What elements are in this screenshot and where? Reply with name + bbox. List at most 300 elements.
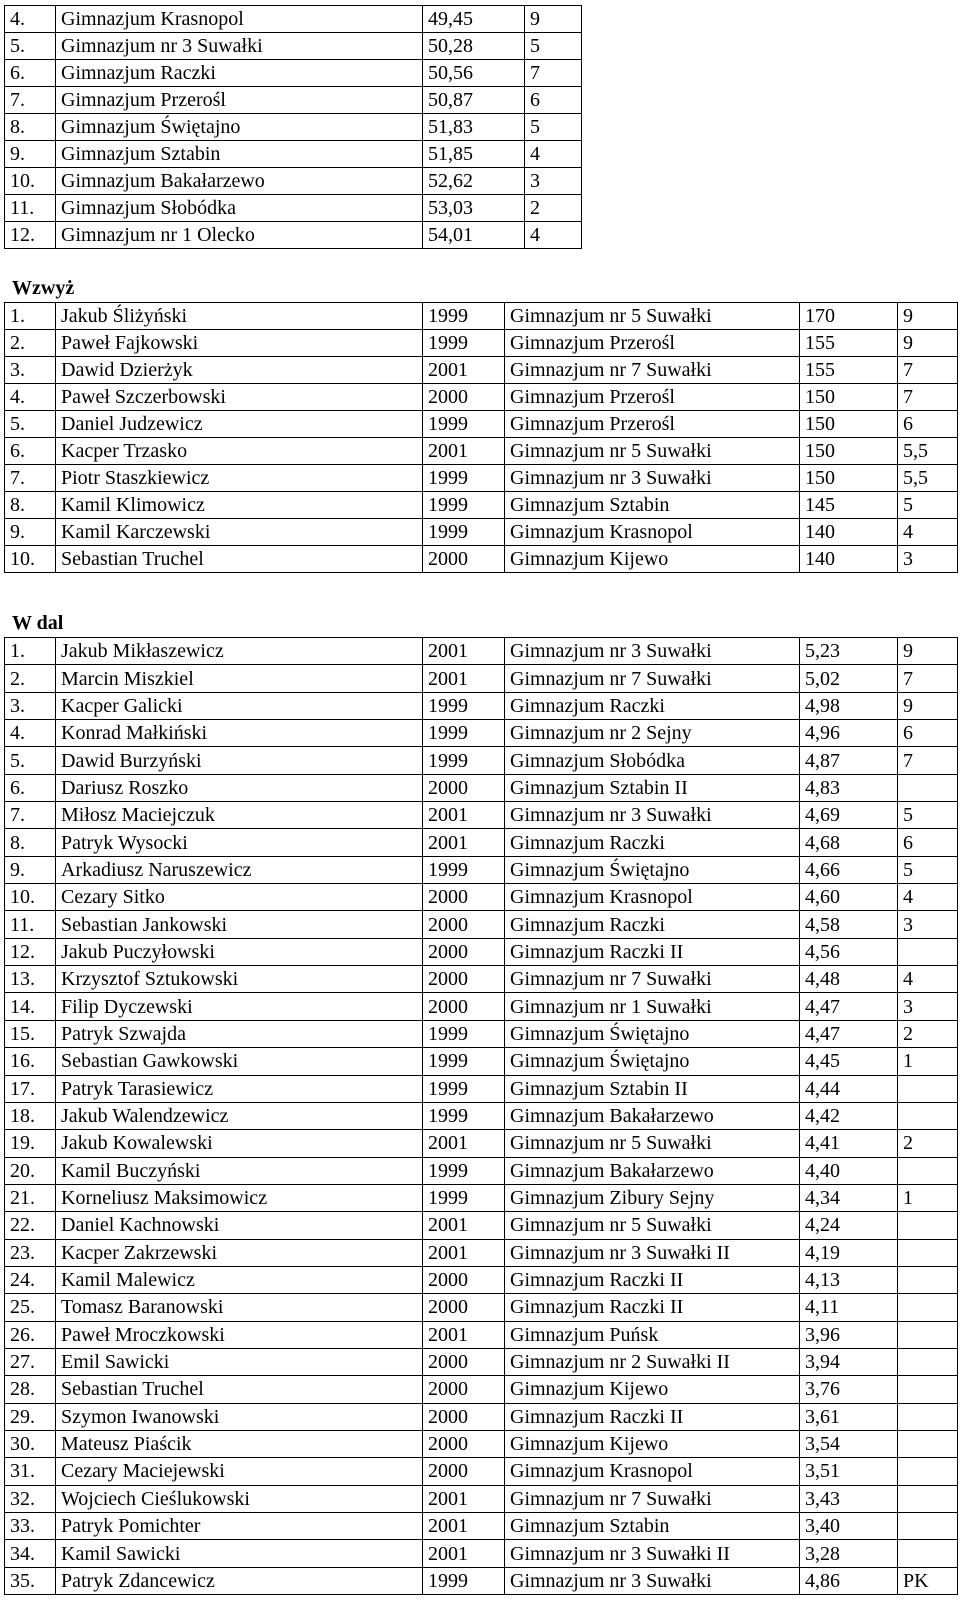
result-cell: 4,34 xyxy=(800,1184,898,1211)
birth-year-cell: 1999 xyxy=(423,519,505,546)
score-cell: 52,62 xyxy=(423,168,525,195)
school-cell: Gimnazjum nr 3 Suwałki xyxy=(505,465,800,492)
birth-year-cell: 2000 xyxy=(423,1376,505,1403)
school-cell: Gimnazjum Przerośl xyxy=(505,411,800,438)
place-cell: 4. xyxy=(5,6,56,33)
athlete-name-cell: Kamil Malewicz xyxy=(56,1266,423,1293)
result-cell: 3,61 xyxy=(800,1403,898,1430)
place-cell: 7. xyxy=(5,87,56,114)
school-cell: Gimnazjum Raczki xyxy=(505,692,800,719)
athlete-name-cell: Daniel Kachnowski xyxy=(56,1212,423,1239)
points-cell: 9 xyxy=(898,330,958,357)
result-cell: 3,96 xyxy=(800,1321,898,1348)
school-cell: Gimnazjum Raczki II xyxy=(505,938,800,965)
result-cell: 150 xyxy=(800,438,898,465)
table-row xyxy=(5,1239,958,1266)
result-cell: 4,45 xyxy=(800,1048,898,1075)
table-row xyxy=(5,1513,958,1540)
place-cell: 5. xyxy=(5,33,56,60)
table-row xyxy=(5,665,958,692)
score-cell: 50,87 xyxy=(423,87,525,114)
result-cell: 4,83 xyxy=(800,774,898,801)
athlete-name-cell: Krzysztof Sztukowski xyxy=(56,966,423,993)
place-cell: 11. xyxy=(5,911,56,938)
result-cell: 4,41 xyxy=(800,1130,898,1157)
school-cell: Gimnazjum nr 3 Suwałki II xyxy=(505,1540,800,1567)
points-cell: 7 xyxy=(898,665,958,692)
birth-year-cell: 2001 xyxy=(423,665,505,692)
result-cell: 155 xyxy=(800,330,898,357)
athlete-name-cell: Kacper Zakrzewski xyxy=(56,1239,423,1266)
place-cell: 15. xyxy=(5,1020,56,1047)
table-row xyxy=(5,1130,958,1157)
school-cell: Gimnazjum Przerośl xyxy=(505,330,800,357)
place-cell: 5. xyxy=(5,411,56,438)
school-cell: Gimnazjum Raczki xyxy=(505,911,800,938)
points-cell: 6 xyxy=(898,411,958,438)
points-cell: 6 xyxy=(898,829,958,856)
athlete-name-cell: Jakub Kowalewski xyxy=(56,1130,423,1157)
result-cell: 4,13 xyxy=(800,1266,898,1293)
place-cell: 6. xyxy=(5,774,56,801)
school-cell: Gimnazjum nr 7 Suwałki xyxy=(505,1485,800,1512)
high-jump-table xyxy=(4,302,958,573)
points-cell: 9 xyxy=(898,638,958,665)
points-cell xyxy=(898,774,958,801)
table-row xyxy=(5,1485,958,1512)
result-cell: 4,56 xyxy=(800,938,898,965)
points-cell: 5,5 xyxy=(898,465,958,492)
athlete-name-cell: Dawid Dzierżyk xyxy=(56,357,423,384)
table-row xyxy=(5,993,958,1020)
place-cell: 2. xyxy=(5,665,56,692)
table-row xyxy=(5,411,958,438)
school-cell: Gimnazjum Krasnopol xyxy=(505,1458,800,1485)
score-cell: 53,03 xyxy=(423,195,525,222)
score-cell: 51,85 xyxy=(423,141,525,168)
place-cell: 20. xyxy=(5,1157,56,1184)
birth-year-cell: 2001 xyxy=(423,1513,505,1540)
birth-year-cell: 2000 xyxy=(423,1403,505,1430)
birth-year-cell: 1999 xyxy=(423,1157,505,1184)
table-row xyxy=(5,6,582,33)
table-row xyxy=(5,168,582,195)
table-row xyxy=(5,1075,958,1102)
points-cell: 5 xyxy=(898,802,958,829)
birth-year-cell: 1999 xyxy=(423,411,505,438)
school-cell: Gimnazjum Sztabin xyxy=(505,1513,800,1540)
school-cell: Gimnazjum Puńsk xyxy=(505,1321,800,1348)
table-row xyxy=(5,492,958,519)
table-row xyxy=(5,1266,958,1293)
points-cell: 4 xyxy=(898,966,958,993)
school-cell: Gimnazjum nr 3 Suwałki xyxy=(505,1567,800,1594)
table-row xyxy=(5,33,582,60)
birth-year-cell: 2001 xyxy=(423,1130,505,1157)
school-cell: Gimnazjum nr 7 Suwałki xyxy=(505,665,800,692)
table-row xyxy=(5,884,958,911)
result-cell: 4,58 xyxy=(800,911,898,938)
school-cell: Gimnazjum Raczki II xyxy=(505,1266,800,1293)
athlete-name-cell: Kamil Klimowicz xyxy=(56,492,423,519)
table-row xyxy=(5,384,958,411)
place-cell: 34. xyxy=(5,1540,56,1567)
table-row xyxy=(5,1376,958,1403)
place-cell: 22. xyxy=(5,1212,56,1239)
points-cell: 6 xyxy=(525,87,582,114)
place-cell: 9. xyxy=(5,856,56,883)
points-cell xyxy=(898,1157,958,1184)
table-row xyxy=(5,465,958,492)
table-row xyxy=(5,747,958,774)
athlete-name-cell: Paweł Szczerbowski xyxy=(56,384,423,411)
result-cell: 150 xyxy=(800,384,898,411)
athlete-name-cell: Miłosz Maciejczuk xyxy=(56,802,423,829)
school-cell: Gimnazjum Sztabin xyxy=(505,492,800,519)
score-cell: 49,45 xyxy=(423,6,525,33)
result-cell: 4,87 xyxy=(800,747,898,774)
points-cell: 3 xyxy=(898,911,958,938)
table-row xyxy=(5,911,958,938)
place-cell: 30. xyxy=(5,1430,56,1457)
birth-year-cell: 2001 xyxy=(423,1212,505,1239)
table-row xyxy=(5,1567,958,1594)
place-cell: 4. xyxy=(5,720,56,747)
school-cell: Gimnazjum Świętajno xyxy=(505,1048,800,1075)
place-cell: 5. xyxy=(5,747,56,774)
points-cell xyxy=(898,1266,958,1293)
athlete-name-cell: Daniel Judzewicz xyxy=(56,411,423,438)
school-cell: Gimnazjum Krasnopol xyxy=(505,884,800,911)
athlete-name-cell: Konrad Małkiński xyxy=(56,720,423,747)
table-row xyxy=(5,87,582,114)
school-cell: Gimnazjum nr 5 Suwałki xyxy=(505,438,800,465)
result-cell: 4,68 xyxy=(800,829,898,856)
table-row xyxy=(5,829,958,856)
athlete-name-cell: Patryk Pomichter xyxy=(56,1513,423,1540)
school-cell: Gimnazjum nr 7 Suwałki xyxy=(505,357,800,384)
result-cell: 3,54 xyxy=(800,1430,898,1457)
points-cell xyxy=(898,1485,958,1512)
birth-year-cell: 1999 xyxy=(423,747,505,774)
table-row xyxy=(5,856,958,883)
birth-year-cell: 2000 xyxy=(423,1266,505,1293)
points-cell: 3 xyxy=(898,993,958,1020)
result-cell: 3,40 xyxy=(800,1513,898,1540)
table-row xyxy=(5,222,582,249)
school-cell: Gimnazjum Krasnopol xyxy=(505,519,800,546)
birth-year-cell: 2001 xyxy=(423,829,505,856)
athlete-name-cell: Sebastian Truchel xyxy=(56,1376,423,1403)
points-cell: 5 xyxy=(525,114,582,141)
result-cell: 140 xyxy=(800,519,898,546)
place-cell: 29. xyxy=(5,1403,56,1430)
birth-year-cell: 1999 xyxy=(423,720,505,747)
athlete-name-cell: Piotr Staszkiewicz xyxy=(56,465,423,492)
place-cell: 6. xyxy=(5,60,56,87)
athlete-name-cell: Patryk Zdancewicz xyxy=(56,1567,423,1594)
school-cell: Gimnazjum Kijewo xyxy=(505,1376,800,1403)
result-cell: 4,44 xyxy=(800,1075,898,1102)
table-row xyxy=(5,1321,958,1348)
school-cell: Gimnazjum Słobódka xyxy=(505,747,800,774)
school-cell: Gimnazjum Słobódka xyxy=(56,195,423,222)
table-row xyxy=(5,1157,958,1184)
birth-year-cell: 2000 xyxy=(423,1430,505,1457)
school-cell: Gimnazjum Raczki II xyxy=(505,1294,800,1321)
athlete-name-cell: Patryk Szwajda xyxy=(56,1020,423,1047)
table-row xyxy=(5,1294,958,1321)
result-cell: 4,47 xyxy=(800,993,898,1020)
place-cell: 1. xyxy=(5,638,56,665)
athlete-name-cell: Dariusz Roszko xyxy=(56,774,423,801)
birth-year-cell: 2000 xyxy=(423,884,505,911)
points-cell xyxy=(898,1239,958,1266)
result-cell: 170 xyxy=(800,303,898,330)
high-jump-heading: Wzwyż xyxy=(12,277,75,299)
place-cell: 10. xyxy=(5,168,56,195)
place-cell: 8. xyxy=(5,492,56,519)
points-cell xyxy=(898,1513,958,1540)
school-cell: Gimnazjum nr 3 Suwałki xyxy=(56,33,423,60)
birth-year-cell: 2001 xyxy=(423,1485,505,1512)
place-cell: 2. xyxy=(5,330,56,357)
place-cell: 24. xyxy=(5,1266,56,1293)
school-cell: Gimnazjum nr 5 Suwałki xyxy=(505,1212,800,1239)
birth-year-cell: 1999 xyxy=(423,1567,505,1594)
birth-year-cell: 2000 xyxy=(423,1458,505,1485)
school-cell: Gimnazjum nr 2 Suwałki II xyxy=(505,1348,800,1375)
table-row xyxy=(5,1048,958,1075)
school-cell: Gimnazjum nr 1 Suwałki xyxy=(505,993,800,1020)
result-cell: 5,02 xyxy=(800,665,898,692)
athlete-name-cell: Tomasz Baranowski xyxy=(56,1294,423,1321)
athlete-name-cell: Dawid Burzyński xyxy=(56,747,423,774)
place-cell: 3. xyxy=(5,692,56,719)
athlete-name-cell: Emil Sawicki xyxy=(56,1348,423,1375)
place-cell: 8. xyxy=(5,114,56,141)
points-cell: 2 xyxy=(898,1020,958,1047)
table-row xyxy=(5,330,958,357)
points-cell: 9 xyxy=(898,303,958,330)
athlete-name-cell: Arkadiusz Naruszewicz xyxy=(56,856,423,883)
school-cell: Gimnazjum Kijewo xyxy=(505,1430,800,1457)
athlete-name-cell: Korneliusz Maksimowicz xyxy=(56,1184,423,1211)
result-cell: 155 xyxy=(800,357,898,384)
place-cell: 35. xyxy=(5,1567,56,1594)
school-cell: Gimnazjum nr 3 Suwałki xyxy=(505,638,800,665)
place-cell: 10. xyxy=(5,884,56,911)
school-cell: Gimnazjum nr 5 Suwałki xyxy=(505,303,800,330)
athlete-name-cell: Wojciech Cieślukowski xyxy=(56,1485,423,1512)
result-cell: 4,42 xyxy=(800,1102,898,1129)
table-row xyxy=(5,114,582,141)
school-cell: Gimnazjum Krasnopol xyxy=(56,6,423,33)
athlete-name-cell: Sebastian Truchel xyxy=(56,546,423,573)
birth-year-cell: 2001 xyxy=(423,638,505,665)
place-cell: 17. xyxy=(5,1075,56,1102)
place-cell: 3. xyxy=(5,357,56,384)
school-cell: Gimnazjum Sztabin xyxy=(56,141,423,168)
school-cell: Gimnazjum Przerośl xyxy=(56,87,423,114)
athlete-name-cell: Patryk Wysocki xyxy=(56,829,423,856)
place-cell: 4. xyxy=(5,384,56,411)
school-cell: Gimnazjum Bakałarzewo xyxy=(505,1102,800,1129)
place-cell: 9. xyxy=(5,141,56,168)
table-row xyxy=(5,1212,958,1239)
place-cell: 25. xyxy=(5,1294,56,1321)
result-cell: 4,24 xyxy=(800,1212,898,1239)
birth-year-cell: 2000 xyxy=(423,966,505,993)
result-cell: 3,76 xyxy=(800,1376,898,1403)
school-cell: Gimnazjum nr 5 Suwałki xyxy=(505,1130,800,1157)
table-row xyxy=(5,720,958,747)
school-cell: Gimnazjum Sztabin II xyxy=(505,774,800,801)
athlete-name-cell: Cezary Maciejewski xyxy=(56,1458,423,1485)
schools-table xyxy=(4,5,582,249)
points-cell: 2 xyxy=(525,195,582,222)
table-row xyxy=(5,1430,958,1457)
place-cell: 6. xyxy=(5,438,56,465)
school-cell: Gimnazjum Zibury Sejny xyxy=(505,1184,800,1211)
result-cell: 3,28 xyxy=(800,1540,898,1567)
table-row xyxy=(5,195,582,222)
athlete-name-cell: Sebastian Jankowski xyxy=(56,911,423,938)
place-cell: 8. xyxy=(5,829,56,856)
result-cell: 4,98 xyxy=(800,692,898,719)
points-cell: 4 xyxy=(898,519,958,546)
birth-year-cell: 2000 xyxy=(423,993,505,1020)
school-cell: Gimnazjum Świętajno xyxy=(505,856,800,883)
athlete-name-cell: Jakub Śliżyński xyxy=(56,303,423,330)
points-cell: PK xyxy=(898,1567,958,1594)
place-cell: 31. xyxy=(5,1458,56,1485)
result-cell: 4,69 xyxy=(800,802,898,829)
place-cell: 33. xyxy=(5,1513,56,1540)
score-cell: 54,01 xyxy=(423,222,525,249)
athlete-name-cell: Kamil Buczyński xyxy=(56,1157,423,1184)
table-row xyxy=(5,774,958,801)
school-cell: Gimnazjum Bakałarzewo xyxy=(56,168,423,195)
score-cell: 50,56 xyxy=(423,60,525,87)
place-cell: 12. xyxy=(5,222,56,249)
birth-year-cell: 2000 xyxy=(423,1348,505,1375)
table-row xyxy=(5,938,958,965)
points-cell: 5 xyxy=(898,492,958,519)
athlete-name-cell: Kacper Trzasko xyxy=(56,438,423,465)
result-cell: 4,66 xyxy=(800,856,898,883)
place-cell: 14. xyxy=(5,993,56,1020)
result-cell: 150 xyxy=(800,411,898,438)
points-cell: 5 xyxy=(525,33,582,60)
points-cell xyxy=(898,1430,958,1457)
school-cell: Gimnazjum nr 1 Olecko xyxy=(56,222,423,249)
result-cell: 4,48 xyxy=(800,966,898,993)
result-cell: 4,40 xyxy=(800,1157,898,1184)
school-cell: Gimnazjum Świętajno xyxy=(505,1020,800,1047)
result-cell: 4,60 xyxy=(800,884,898,911)
points-cell: 5,5 xyxy=(898,438,958,465)
school-cell: Gimnazjum Sztabin II xyxy=(505,1075,800,1102)
place-cell: 26. xyxy=(5,1321,56,1348)
school-cell: Gimnazjum Świętajno xyxy=(56,114,423,141)
birth-year-cell: 2001 xyxy=(423,438,505,465)
result-cell: 4,11 xyxy=(800,1294,898,1321)
athlete-name-cell: Kamil Karczewski xyxy=(56,519,423,546)
school-cell: Gimnazjum Raczki xyxy=(505,829,800,856)
school-cell: Gimnazjum Kijewo xyxy=(505,546,800,573)
result-cell: 4,96 xyxy=(800,720,898,747)
school-cell: Gimnazjum Raczki II xyxy=(505,1403,800,1430)
points-cell xyxy=(898,1321,958,1348)
place-cell: 23. xyxy=(5,1239,56,1266)
place-cell: 7. xyxy=(5,465,56,492)
birth-year-cell: 2000 xyxy=(423,546,505,573)
table-row xyxy=(5,141,582,168)
place-cell: 27. xyxy=(5,1348,56,1375)
place-cell: 13. xyxy=(5,966,56,993)
birth-year-cell: 1999 xyxy=(423,1048,505,1075)
birth-year-cell: 1999 xyxy=(423,1020,505,1047)
long-jump-heading: W dal xyxy=(12,612,64,634)
athlete-name-cell: Sebastian Gawkowski xyxy=(56,1048,423,1075)
birth-year-cell: 2000 xyxy=(423,938,505,965)
table-row xyxy=(5,1540,958,1567)
athlete-name-cell: Cezary Sitko xyxy=(56,884,423,911)
birth-year-cell: 1999 xyxy=(423,465,505,492)
result-cell: 3,51 xyxy=(800,1458,898,1485)
points-cell: 7 xyxy=(525,60,582,87)
birth-year-cell: 2001 xyxy=(423,1540,505,1567)
result-cell: 150 xyxy=(800,465,898,492)
place-cell: 12. xyxy=(5,938,56,965)
points-cell: 7 xyxy=(898,747,958,774)
athlete-name-cell: Filip Dyczewski xyxy=(56,993,423,1020)
table-row xyxy=(5,1458,958,1485)
table-row xyxy=(5,638,958,665)
place-cell: 19. xyxy=(5,1130,56,1157)
points-cell: 4 xyxy=(898,884,958,911)
place-cell: 7. xyxy=(5,802,56,829)
birth-year-cell: 2001 xyxy=(423,357,505,384)
result-cell: 4,86 xyxy=(800,1567,898,1594)
points-cell: 1 xyxy=(898,1048,958,1075)
athlete-name-cell: Patryk Tarasiewicz xyxy=(56,1075,423,1102)
table-row xyxy=(5,966,958,993)
table-row xyxy=(5,802,958,829)
table-row xyxy=(5,1020,958,1047)
birth-year-cell: 1999 xyxy=(423,303,505,330)
points-cell: 7 xyxy=(898,357,958,384)
place-cell: 16. xyxy=(5,1048,56,1075)
athlete-name-cell: Szymon Iwanowski xyxy=(56,1403,423,1430)
school-cell: Gimnazjum nr 3 Suwałki xyxy=(505,802,800,829)
result-cell: 3,43 xyxy=(800,1485,898,1512)
table-row xyxy=(5,303,958,330)
school-cell: Gimnazjum nr 7 Suwałki xyxy=(505,966,800,993)
place-cell: 28. xyxy=(5,1376,56,1403)
athlete-name-cell: Marcin Miszkiel xyxy=(56,665,423,692)
athlete-name-cell: Paweł Fajkowski xyxy=(56,330,423,357)
table-row xyxy=(5,692,958,719)
points-cell xyxy=(898,938,958,965)
table-row xyxy=(5,357,958,384)
place-cell: 21. xyxy=(5,1184,56,1211)
points-cell xyxy=(898,1075,958,1102)
athlete-name-cell: Jakub Mikłaszewicz xyxy=(56,638,423,665)
place-cell: 32. xyxy=(5,1485,56,1512)
athlete-name-cell: Jakub Puczyłowski xyxy=(56,938,423,965)
